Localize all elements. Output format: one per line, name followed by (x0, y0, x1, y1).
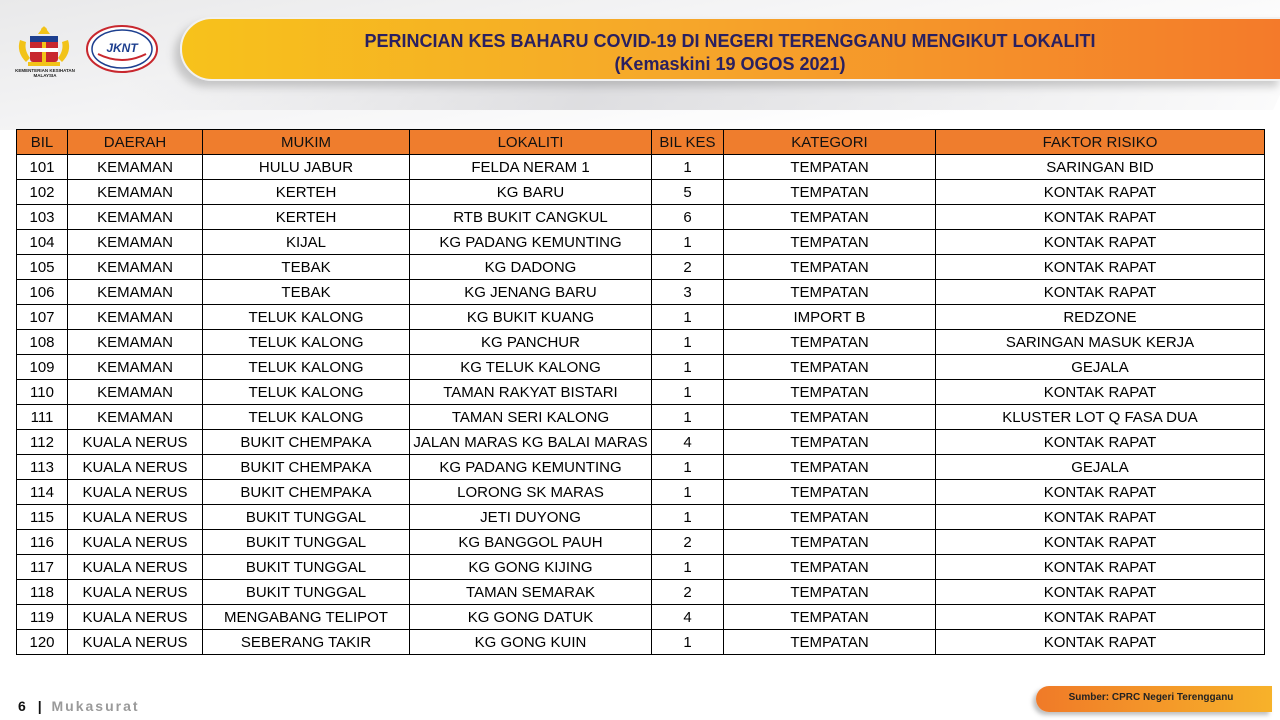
page-word: Mukasurat (51, 698, 140, 714)
cell-bil-kes: 1 (652, 305, 724, 330)
cell-bil: 107 (17, 305, 68, 330)
column-header-daerah: DAERAH (68, 130, 203, 155)
cell-lokaliti: JETI DUYONG (410, 505, 652, 530)
cell-bil: 104 (17, 230, 68, 255)
cell-bil: 106 (17, 280, 68, 305)
table-row (17, 505, 1265, 530)
cell-kategori: TEMPATAN (724, 405, 936, 430)
cell-daerah: KUALA NERUS (68, 555, 203, 580)
cell-bil-kes: 4 (652, 605, 724, 630)
cell-lokaliti: KG PADANG KEMUNTING (410, 230, 652, 255)
cell-daerah: KEMAMAN (68, 205, 203, 230)
cell-mukim: TELUK KALONG (203, 355, 410, 380)
cell-mukim: BUKIT CHEMPAKA (203, 430, 410, 455)
cell-daerah: KEMAMAN (68, 330, 203, 355)
cell-bil: 113 (17, 455, 68, 480)
page-number: 6 (18, 698, 26, 714)
cell-kategori: TEMPATAN (724, 355, 936, 380)
table-row (17, 330, 1265, 355)
header-swoosh (113, 80, 1280, 110)
cell-mukim: BUKIT TUNGGAL (203, 555, 410, 580)
cell-faktor-risiko: KONTAK RAPAT (936, 630, 1265, 655)
page-footer (18, 698, 140, 714)
cell-lokaliti: KG BUKIT KUANG (410, 305, 652, 330)
table-row (17, 230, 1265, 255)
cell-kategori: IMPORT B (724, 305, 936, 330)
cell-daerah: KUALA NERUS (68, 505, 203, 530)
cell-lokaliti: KG GONG DATUK (410, 605, 652, 630)
cell-bil-kes: 1 (652, 555, 724, 580)
cell-bil-kes: 5 (652, 180, 724, 205)
table-row (17, 555, 1265, 580)
cell-bil-kes: 1 (652, 455, 724, 480)
cell-bil: 112 (17, 430, 68, 455)
cell-daerah: KEMAMAN (68, 280, 203, 305)
cell-mukim: SEBERANG TAKIR (203, 630, 410, 655)
table-row (17, 630, 1265, 655)
cell-bil: 108 (17, 330, 68, 355)
table-row (17, 480, 1265, 505)
cell-faktor-risiko: KONTAK RAPAT (936, 555, 1265, 580)
cell-faktor-risiko: KONTAK RAPAT (936, 580, 1265, 605)
cell-kategori: TEMPATAN (724, 430, 936, 455)
cell-lokaliti: FELDA NERAM 1 (410, 155, 652, 180)
table-row (17, 605, 1265, 630)
cell-lokaliti: KG TELUK KALONG (410, 355, 652, 380)
cell-lokaliti: KG GONG KUIN (410, 630, 652, 655)
table-row (17, 380, 1265, 405)
cell-daerah: KEMAMAN (68, 380, 203, 405)
cell-lokaliti: KG BARU (410, 180, 652, 205)
cell-mukim: BUKIT CHEMPAKA (203, 455, 410, 480)
cell-faktor-risiko: GEJALA (936, 355, 1265, 380)
cell-faktor-risiko: KONTAK RAPAT (936, 480, 1265, 505)
cell-daerah: KEMAMAN (68, 355, 203, 380)
cell-kategori: TEMPATAN (724, 280, 936, 305)
cell-faktor-risiko: KONTAK RAPAT (936, 230, 1265, 255)
cell-lokaliti: KG BANGGOL PAUH (410, 530, 652, 555)
cell-mukim: KERTEH (203, 205, 410, 230)
column-header-bil: BIL (17, 130, 68, 155)
table-row (17, 455, 1265, 480)
cell-daerah: KEMAMAN (68, 405, 203, 430)
cell-lokaliti: KG DADONG (410, 255, 652, 280)
cell-kategori: TEMPATAN (724, 580, 936, 605)
cell-kategori: TEMPATAN (724, 605, 936, 630)
table-row (17, 355, 1265, 380)
cell-bil-kes: 1 (652, 480, 724, 505)
page-title-line1: PERINCIAN KES BAHARU COVID-19 DI NEGERI TERENGGANU MENGIKUT LOKALITI (364, 31, 1096, 51)
table-row (17, 155, 1265, 180)
cases-table (16, 129, 1265, 655)
cell-kategori: TEMPATAN (724, 205, 936, 230)
cell-faktor-risiko: KONTAK RAPAT (936, 180, 1265, 205)
cell-daerah: KUALA NERUS (68, 455, 203, 480)
cell-bil: 103 (17, 205, 68, 230)
table-header-row (17, 130, 1265, 155)
cell-lokaliti: KG PANCHUR (410, 330, 652, 355)
table-row (17, 255, 1265, 280)
cell-bil-kes: 1 (652, 330, 724, 355)
cell-faktor-risiko: REDZONE (936, 305, 1265, 330)
cell-mukim: TELUK KALONG (203, 380, 410, 405)
cell-bil: 119 (17, 605, 68, 630)
cell-bil-kes: 3 (652, 280, 724, 305)
cell-faktor-risiko: KONTAK RAPAT (936, 205, 1265, 230)
cell-bil: 118 (17, 580, 68, 605)
cell-mukim: TELUK KALONG (203, 330, 410, 355)
cell-mukim: KIJAL (203, 230, 410, 255)
cell-bil: 109 (17, 355, 68, 380)
table-row (17, 580, 1265, 605)
cell-bil-kes: 4 (652, 430, 724, 455)
source-label: Sumber: CPRC Negeri Terengganu (1068, 692, 1234, 703)
cell-mukim: TEBAK (203, 280, 410, 305)
cell-mukim: BUKIT TUNGGAL (203, 530, 410, 555)
cell-faktor-risiko: KONTAK RAPAT (936, 505, 1265, 530)
cell-bil-kes: 6 (652, 205, 724, 230)
cell-daerah: KEMAMAN (68, 255, 203, 280)
cell-faktor-risiko: KLUSTER LOT Q FASA DUA (936, 405, 1265, 430)
cell-faktor-risiko: KONTAK RAPAT (936, 255, 1265, 280)
cell-bil-kes: 2 (652, 580, 724, 605)
cell-kategori: TEMPATAN (724, 380, 936, 405)
cell-bil-kes: 1 (652, 155, 724, 180)
cell-faktor-risiko: KONTAK RAPAT (936, 430, 1265, 455)
cell-lokaliti: KG JENANG BARU (410, 280, 652, 305)
cell-bil: 115 (17, 505, 68, 530)
cell-bil: 102 (17, 180, 68, 205)
column-header-bil-kes: BIL KES (652, 130, 724, 155)
page-title (180, 30, 1280, 76)
cell-daerah: KEMAMAN (68, 155, 203, 180)
table-row (17, 280, 1265, 305)
cell-daerah: KEMAMAN (68, 305, 203, 330)
cell-bil-kes: 1 (652, 505, 724, 530)
cell-daerah: KUALA NERUS (68, 430, 203, 455)
cell-faktor-risiko: SARINGAN MASUK KERJA (936, 330, 1265, 355)
cell-kategori: TEMPATAN (724, 330, 936, 355)
cell-bil-kes: 1 (652, 380, 724, 405)
column-header-lokaliti: LOKALITI (410, 130, 652, 155)
table-row (17, 405, 1265, 430)
table-body (17, 155, 1265, 655)
cell-mukim: BUKIT CHEMPAKA (203, 480, 410, 505)
cell-mukim: MENGABANG TELIPOT (203, 605, 410, 630)
cell-lokaliti: KG GONG KIJING (410, 555, 652, 580)
cell-daerah: KUALA NERUS (68, 630, 203, 655)
column-header-kategori: KATEGORI (724, 130, 936, 155)
cell-bil: 110 (17, 380, 68, 405)
cell-daerah: KEMAMAN (68, 180, 203, 205)
column-header-mukim: MUKIM (203, 130, 410, 155)
cell-daerah: KUALA NERUS (68, 480, 203, 505)
cell-mukim: BUKIT TUNGGAL (203, 580, 410, 605)
jknt-logo (84, 24, 160, 74)
cell-lokaliti: RTB BUKIT CANGKUL (410, 205, 652, 230)
cell-faktor-risiko: KONTAK RAPAT (936, 280, 1265, 305)
cell-bil-kes: 1 (652, 630, 724, 655)
cell-bil: 117 (17, 555, 68, 580)
cell-bil-kes: 2 (652, 255, 724, 280)
cell-kategori: TEMPATAN (724, 255, 936, 280)
cell-bil: 111 (17, 405, 68, 430)
cell-mukim: BUKIT TUNGGAL (203, 505, 410, 530)
cell-kategori: TEMPATAN (724, 455, 936, 480)
page-title-line2: (Kemaskini 19 OGOS 2021) (614, 54, 846, 74)
table-row (17, 530, 1265, 555)
cell-kategori: TEMPATAN (724, 530, 936, 555)
cell-bil-kes: 1 (652, 405, 724, 430)
cell-daerah: KEMAMAN (68, 230, 203, 255)
page-separator: | (37, 698, 42, 714)
cell-mukim: KERTEH (203, 180, 410, 205)
jknt-logo-text: JKNT (106, 41, 138, 55)
cell-lokaliti: KG PADANG KEMUNTING (410, 455, 652, 480)
cell-kategori: TEMPATAN (724, 505, 936, 530)
table-row (17, 205, 1265, 230)
cell-mukim: TEBAK (203, 255, 410, 280)
cell-kategori: TEMPATAN (724, 555, 936, 580)
cell-kategori: TEMPATAN (724, 230, 936, 255)
cell-daerah: KUALA NERUS (68, 580, 203, 605)
cell-faktor-risiko: SARINGAN BID (936, 155, 1265, 180)
table-row (17, 305, 1265, 330)
cell-bil: 101 (17, 155, 68, 180)
kkm-logo-caption: KEMENTERIAN KESIHATAN MALAYSIA (15, 68, 75, 78)
cell-kategori: TEMPATAN (724, 155, 936, 180)
cell-bil-kes: 2 (652, 530, 724, 555)
cell-daerah: KUALA NERUS (68, 530, 203, 555)
cell-bil-kes: 1 (652, 230, 724, 255)
column-header-faktor-risiko: FAKTOR RISIKO (936, 130, 1265, 155)
cell-kategori: TEMPATAN (724, 630, 936, 655)
cell-bil: 116 (17, 530, 68, 555)
cell-lokaliti: TAMAN SEMARAK (410, 580, 652, 605)
table-row (17, 180, 1265, 205)
cell-lokaliti: TAMAN RAKYAT BISTARI (410, 380, 652, 405)
cell-lokaliti: TAMAN SERI KALONG (410, 405, 652, 430)
cell-lokaliti: LORONG SK MARAS (410, 480, 652, 505)
cell-kategori: TEMPATAN (724, 180, 936, 205)
cell-faktor-risiko: GEJALA (936, 455, 1265, 480)
cell-faktor-risiko: KONTAK RAPAT (936, 530, 1265, 555)
cell-mukim: TELUK KALONG (203, 305, 410, 330)
cell-faktor-risiko: KONTAK RAPAT (936, 605, 1265, 630)
cell-bil-kes: 1 (652, 355, 724, 380)
table-row (17, 430, 1265, 455)
cell-mukim: HULU JABUR (203, 155, 410, 180)
cell-daerah: KUALA NERUS (68, 605, 203, 630)
cell-faktor-risiko: KONTAK RAPAT (936, 380, 1265, 405)
cell-kategori: TEMPATAN (724, 480, 936, 505)
cell-mukim: TELUK KALONG (203, 405, 410, 430)
cell-bil: 114 (17, 480, 68, 505)
cell-bil: 105 (17, 255, 68, 280)
cell-lokaliti: JALAN MARAS KG BALAI MARAS (410, 430, 652, 455)
cell-bil: 120 (17, 630, 68, 655)
